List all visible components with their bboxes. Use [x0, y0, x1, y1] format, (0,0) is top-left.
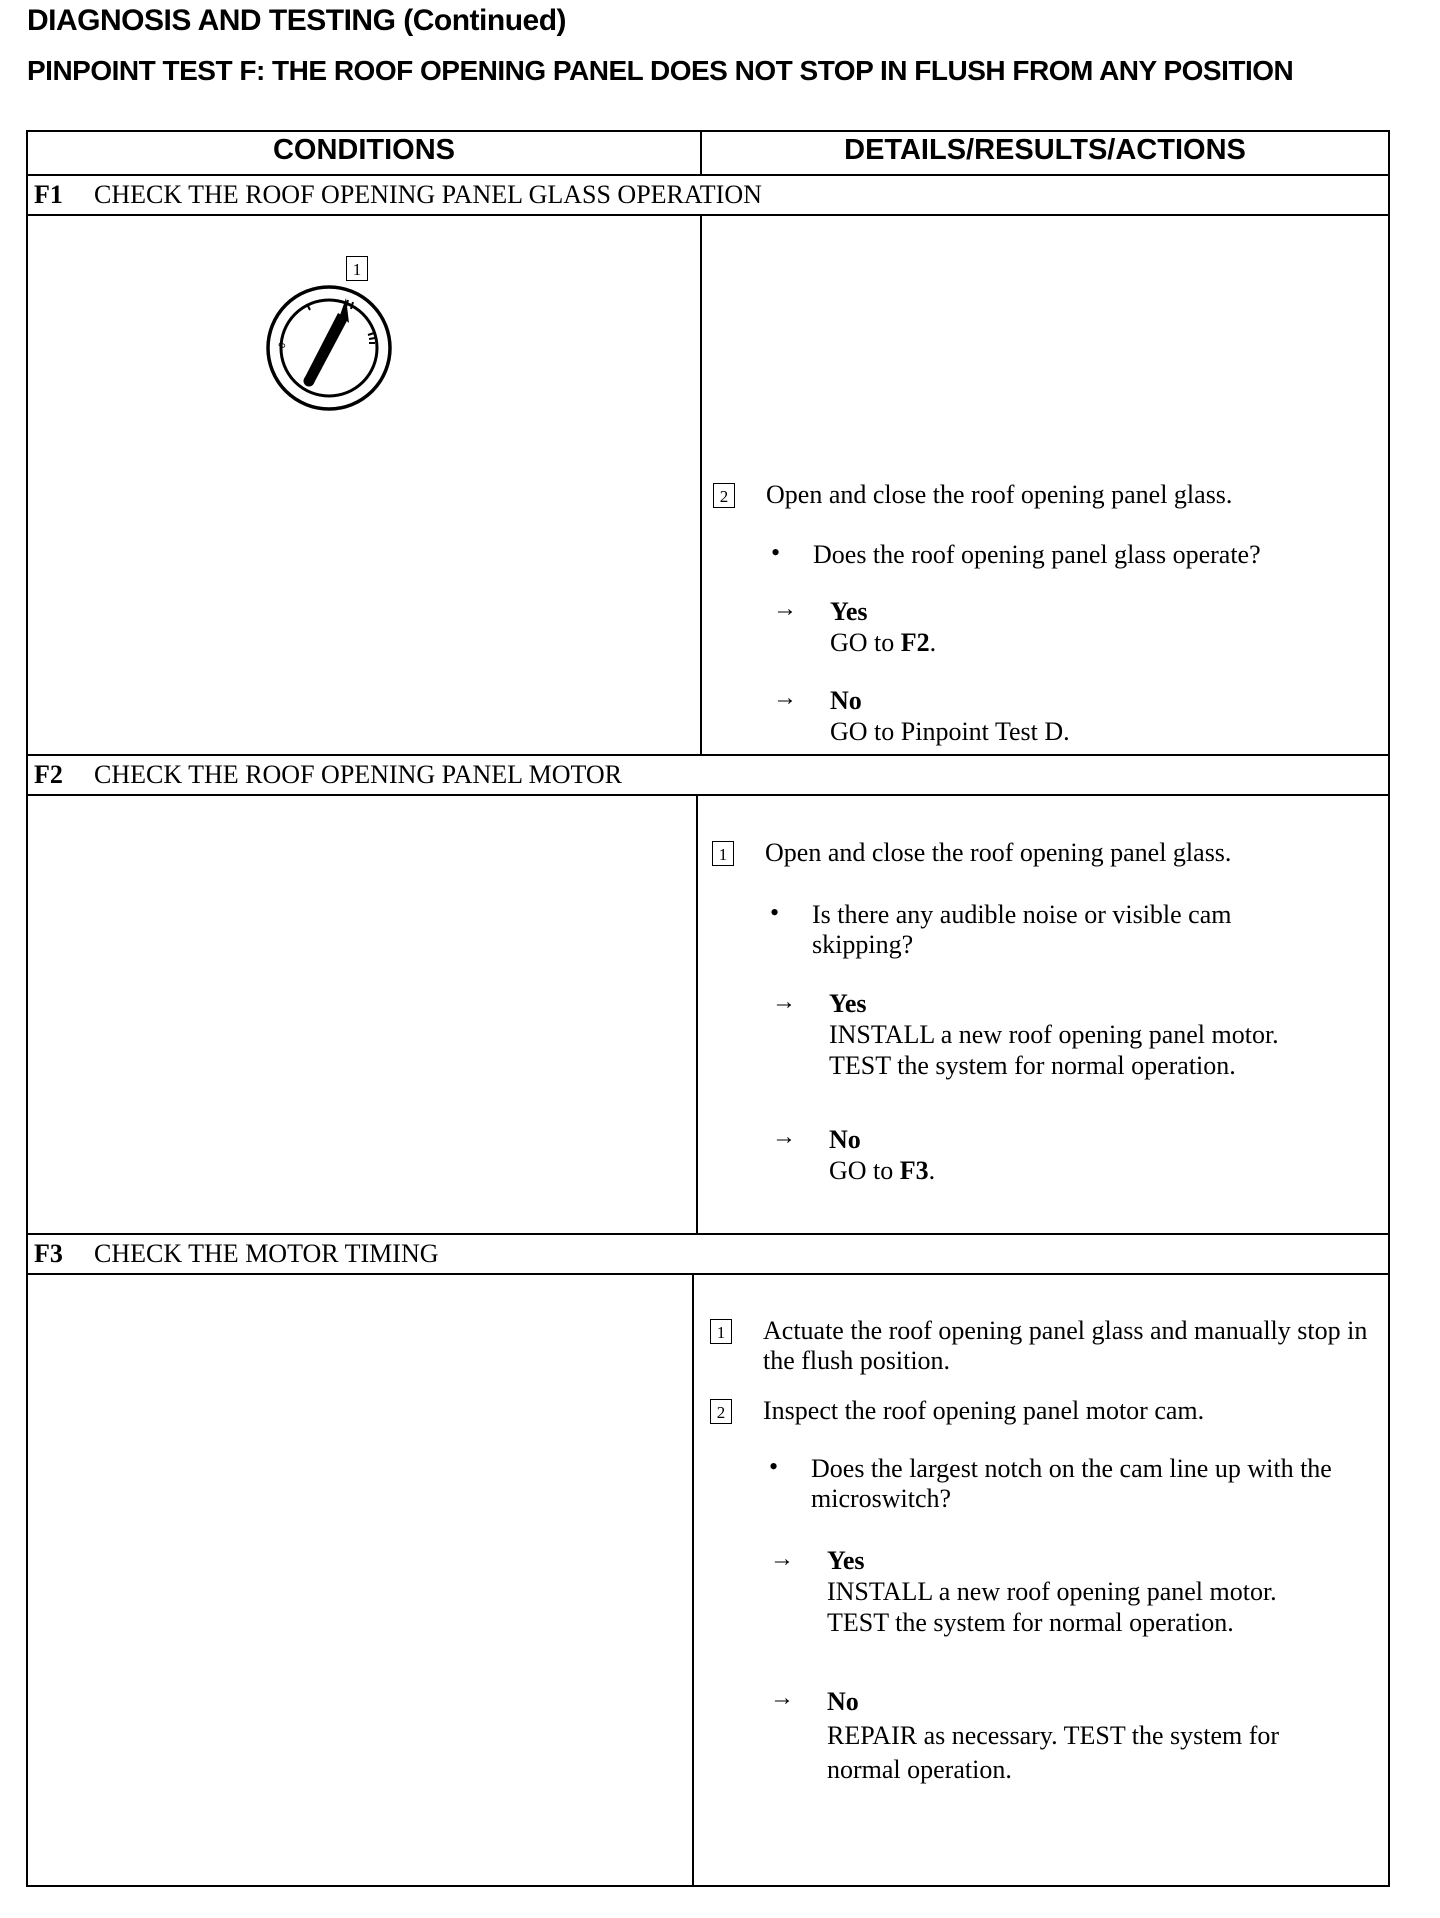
pinpoint-test-table [26, 130, 1390, 1887]
f2-action-text: Open and close the roof opening panel glass. [765, 838, 1232, 867]
f1-yes-arrow: → [773, 596, 797, 622]
step-f2-title: CHECK THE ROOF OPENING PANEL MOTOR [94, 760, 622, 789]
f3-yes-line1: INSTALL a new roof opening panel motor. [827, 1577, 1277, 1606]
f2-top-divider [28, 754, 1388, 756]
f3-column-divider [692, 1273, 694, 1887]
f1-action-step-box: 2 [713, 483, 735, 508]
f3-bullet: • [769, 1452, 779, 1481]
f3-action-2-step-box: 2 [710, 1399, 732, 1424]
f2-no-arrow: → [772, 1124, 796, 1150]
details-column-header: DETAILS/RESULTS/ACTIONS [844, 134, 1246, 166]
step-f1-id: F1 [34, 180, 63, 209]
step-f1-heading [34, 180, 762, 210]
f2-column-divider [696, 794, 698, 1233]
f2-no-ref: F3 [899, 1156, 929, 1185]
f2-yes-line2: TEST the system for normal operation. [829, 1051, 1236, 1080]
f3-no-line2: normal operation. [827, 1755, 1012, 1784]
conditions-column-header: CONDITIONS [272, 134, 456, 166]
f3-top-divider [28, 1233, 1388, 1235]
step-f1-title: CHECK THE ROOF OPENING PANEL GLASS OPERATION [94, 180, 762, 209]
ignition-key-switch-icon [264, 243, 394, 423]
f3-yes-answer [827, 1545, 1277, 1638]
f2-no-post: . [928, 1156, 936, 1185]
f3-no-arrow: → [770, 1685, 794, 1711]
f2-no-label: No [829, 1125, 861, 1154]
f1-yes-post: . [929, 628, 937, 657]
f2-question: Is there any audible noise or visible cam skipping? [812, 900, 1232, 959]
f3-no-answer [827, 1685, 1279, 1787]
f1-title-divider [28, 214, 1388, 216]
f1-no-arrow: → [773, 685, 797, 711]
f3-title-divider [28, 1273, 1388, 1275]
step-f3-id: F3 [34, 1239, 63, 1268]
svg-text:0: 0 [277, 341, 289, 351]
section-title: DIAGNOSIS AND TESTING (Continued) [27, 4, 567, 37]
f1-no-label: No [830, 686, 862, 715]
f1-question: Does the roof opening panel glass operate? [813, 540, 1261, 569]
f3-no-line1: REPAIR as necessary. TEST the system for [827, 1721, 1280, 1750]
f2-bullet: • [770, 898, 780, 927]
f2-title-divider [28, 794, 1388, 796]
f3-yes-line2: TEST the system for normal operation. [827, 1608, 1234, 1637]
f3-yes-label: Yes [827, 1546, 865, 1575]
step-f2-heading [34, 760, 622, 790]
f3-no-label: No [827, 1687, 859, 1716]
f2-yes-label: Yes [829, 989, 867, 1018]
f2-yes-arrow: → [772, 989, 796, 1015]
f2-yes-line1: INSTALL a new roof opening panel motor. [829, 1020, 1279, 1049]
f3-action-2-text: Inspect the roof opening panel motor cam. [763, 1396, 1205, 1425]
f1-no-text: GO to Pinpoint Test D. [830, 717, 1070, 746]
f3-question: Does the largest notch on the cam line up with the microswitch? [811, 1454, 1332, 1513]
f1-condition-step-box: 1 [346, 256, 368, 281]
f1-bullet: • [771, 538, 781, 567]
step-f2-id: F2 [34, 760, 63, 789]
step-f3-title: CHECK THE MOTOR TIMING [94, 1239, 439, 1268]
f1-yes-label: Yes [830, 597, 868, 626]
f2-no-pre: GO to [829, 1156, 900, 1185]
step-f3-heading [34, 1239, 439, 1269]
f1-yes-ref: F2 [900, 628, 930, 657]
f2-action-step-box: 1 [712, 841, 734, 866]
f2-yes-answer [829, 988, 1279, 1081]
f1-column-divider [700, 214, 702, 754]
f1-yes-answer [830, 596, 936, 658]
f3-action-1-step-box: 1 [710, 1319, 732, 1344]
f1-no-answer [830, 685, 1070, 747]
f3-action-1-text: Actuate the roof opening panel glass and manually stop in the flush position. [763, 1316, 1368, 1375]
f2-no-answer [829, 1124, 935, 1186]
f3-yes-arrow: → [770, 1546, 794, 1572]
pinpoint-test-title: PINPOINT TEST F: THE ROOF OPENING PANEL DOES NOT STOP IN FLUSH FROM ANY POSITION [27, 55, 1294, 86]
header-divider [28, 174, 1388, 176]
f1-yes-pre: GO to [830, 628, 901, 657]
f1-action-text: Open and close the roof opening panel glass. [766, 480, 1233, 509]
